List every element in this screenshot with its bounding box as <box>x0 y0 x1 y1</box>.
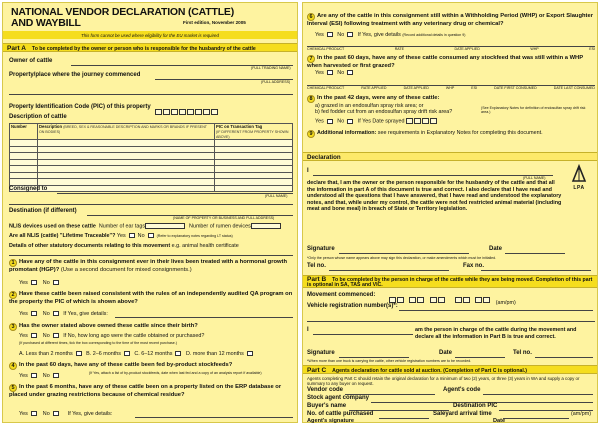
question-5: 5 In the past 6 months, have any of these cattle been on a property listed on the ERP database or placed under grazing restrictions because of chemical residue? <box>9 384 282 398</box>
dest-pic-label: Destination PIC <box>453 403 498 409</box>
saleyard-ampm: (am/pm) <box>571 411 592 417</box>
lpa-logo-icon <box>567 163 591 183</box>
consigned-hint: (FULL NAME) <box>265 194 288 198</box>
q7-number-icon: 7 <box>307 55 315 63</box>
consigned-field-2[interactable] <box>9 204 293 205</box>
question-2: 2 Have these cattle been raised consistent with the rules of an independently audited QA program on the property the PIC of which is shown above? <box>9 291 293 305</box>
q6-columns: CHEMICAL PRODUCT RATE DATE APPLIED WHP ESI <box>307 47 595 51</box>
fax-field[interactable] <box>481 270 591 271</box>
property-label: Property/place where the journey commenced <box>9 72 141 78</box>
question-4: 4 In the past 60 days, have any of these cattle been fed by-product stockfeeds? <box>9 362 293 370</box>
no-cattle-field[interactable] <box>379 418 429 419</box>
description-label: Description of cattle <box>9 114 67 120</box>
b-footnote: *When more than one truck is carrying the cattle, other vehicle registration numbers are to be recorded. <box>307 359 472 363</box>
decl-name-field[interactable] <box>313 175 553 176</box>
q3-option-b-checkbox[interactable] <box>124 351 130 356</box>
question-6: 6 Are any of the cattle in this consignment still within a Withholding Period (WHP) or Export Slaughter Interval (ESI) following treatment with any veterinary drug or chemical? <box>307 13 593 27</box>
other-docs-field[interactable] <box>9 255 293 256</box>
question-1: 1 Have any of the cattle in this consignment ever in their lives been treated with a hormonal growth promotant (HGP)? (Use a second document for mixed consignments.) <box>9 259 288 273</box>
col-pic-tag: PIC on Transaction Tag (IF DIFFERENT FROM PROPERTY SHOWN ABOVE) <box>215 124 293 140</box>
lpa-logo: LPA <box>565 163 593 191</box>
q3-option-c-checkbox[interactable] <box>175 351 181 356</box>
b-tel-label: Tel no. <box>513 350 532 356</box>
buyer-name-label: Buyer's name <box>307 403 347 409</box>
b-i-label: I <box>307 327 309 333</box>
lifetime-row: Are all NLIS (cattle) "Lifetime Traceable"? Yes No (Refer to explanatory notes regarding LT status) <box>9 233 233 239</box>
nlis-row: NLIS devices used on these cattle Number of ear tags Number of rumen devices <box>9 223 282 230</box>
owner-hint: (FULL TRADING NAME) <box>251 66 291 70</box>
q8-answers: Yes No If Yes Date sprayed <box>315 118 438 125</box>
eu-warning: This form cannot be used where eligibility for the EU market is required <box>3 31 297 39</box>
pic-label: Property Identification Code (PIC) of this property <box>9 104 151 110</box>
cattle-description-table <box>9 123 293 192</box>
other-docs-row: Details of other statutory documents relating to this movement e.g. animal health certificate <box>9 243 239 249</box>
q8-yes-checkbox[interactable] <box>327 119 333 124</box>
right-page <box>302 2 598 423</box>
pic-boxes[interactable] <box>155 103 219 121</box>
question-7: 7 In the past 60 days, have any of these cattle consumed any stockfeed that was still within a WHP when harvested or first grazed? <box>307 55 583 69</box>
fax-label: Fax no. <box>463 263 485 269</box>
property-hint: (FULL ADDRESS) <box>261 80 291 84</box>
q1-yes-checkbox[interactable] <box>31 280 37 285</box>
b-signature-field[interactable] <box>339 357 409 358</box>
vehicle-field-2[interactable] <box>307 321 595 322</box>
q4-answers: Yes No <box>19 373 62 379</box>
q3-no-checkbox[interactable] <box>53 333 59 338</box>
q4-no-checkbox[interactable] <box>53 373 59 378</box>
q2-answers: Yes No If Yes, give details: <box>19 311 108 317</box>
person-charge-text: am the person in charge of the cattle during the movement and declare all the information in Part B is true and correct. <box>415 327 577 340</box>
date-label: Date <box>489 246 503 252</box>
no-cattle-label: No. of cattle purchased <box>307 411 374 417</box>
declaration-header: Declaration <box>303 152 597 161</box>
owner-label: Owner of cattle <box>9 58 53 64</box>
b-tel-field[interactable] <box>535 357 593 358</box>
q3-yes-checkbox[interactable] <box>31 333 37 338</box>
lifetime-no-checkbox[interactable] <box>148 233 154 238</box>
q6-answers: Yes No If Yes, give details (Record additional details in question 9) <box>315 32 466 38</box>
signature-label: Signature <box>307 246 335 252</box>
part-c-text: Agents completing Part C should retain the original declaration for a minimum of two (2) years, or three (3) years in WA and supply a copy or summary to any buyer on request. <box>307 376 580 386</box>
movement-label: Movement commenced: <box>307 292 376 298</box>
q2-details-field[interactable] <box>115 317 293 318</box>
q7-answers: Yes No <box>315 70 356 76</box>
q5-no-checkbox[interactable] <box>53 411 59 416</box>
consigned-field[interactable] <box>57 193 293 194</box>
saleyard-field[interactable] <box>503 418 569 419</box>
agent-code-label: Agent's code <box>443 387 481 393</box>
q2-number-icon: 2 <box>9 291 17 299</box>
signature-field[interactable] <box>339 253 469 254</box>
q1-answers: Yes No <box>19 280 62 286</box>
q6-no-checkbox[interactable] <box>347 32 353 37</box>
form-title: NATIONAL VENDOR DECLARATION (CATTLE) AND WAYBILL <box>11 6 235 29</box>
q3-options: A. Less than 2 months B. 2–6 months C. 6–12 months D. more than 12 months <box>19 351 299 357</box>
left-page <box>2 2 298 423</box>
q6-number-icon: 6 <box>307 13 315 21</box>
col-description: Description (BREED, SEX & REASONABLE DESCRIPTION AND MARKS OR BRANDS IF PRESENT ON BODIES) <box>38 124 215 140</box>
q7-columns: CHEMICAL PRODUCT RATE APPLIED DATE APPLIED WHP ESI DATE FIRST CONSUMED DATE LAST CONSUMED <box>307 86 595 90</box>
q4-hint: (If Yes, attach a list of by-product stockfeeds, date when last fed and a copy of an analysis report if available) <box>89 371 262 375</box>
c-date-label: Date <box>493 418 506 424</box>
tel-label: Tel no. <box>307 263 326 269</box>
question-8: 8 In the past 42 days, were any of these cattle: <box>307 95 595 103</box>
declaration-text: declare that, I am the owner or the person responsible for the husbandry of the cattle and that all the information in part A of this document is true and correct. I also declare that I have read and understood all the questions that I have answered, that I have read and understood the explanatory notes, and that, while under my control, the cattle were not fed restricted animal material (including meat and bone meal) in breach of State or Territory legislation. <box>307 180 562 213</box>
table-row[interactable] <box>10 185 293 192</box>
q7-no-checkbox[interactable] <box>347 70 353 75</box>
agent-signature-label: Agent's signature <box>307 418 355 424</box>
decl-footnote: *Only the person whose name appears above may sign this declaration, or make amendments which must be initialled. <box>307 256 497 260</box>
vendor-code-label: Vendor code <box>307 387 344 393</box>
question-9: 9 Additional information: see requirements in Explanatory Notes for completing this document. <box>307 130 595 138</box>
vehicle-label: Vehicle registration number(s)*: <box>307 303 398 309</box>
q9-number-icon: 9 <box>307 130 315 138</box>
edition-note: First edition, November 2005 <box>183 20 246 25</box>
stock-agent-label: Stock agent company <box>307 395 370 401</box>
destination-hint: (NAME OF PROPERTY OR BUSINESS AND FULL ADDRESS) <box>173 216 275 220</box>
question-3: 3 Has the owner stated above owned these cattle since their birth? <box>9 323 293 331</box>
q5-number-icon: 5 <box>9 384 17 392</box>
q3-answers: Yes No If No, how long ago were the cattle obtained or purchased? <box>19 333 205 339</box>
q4-yes-checkbox[interactable] <box>31 373 37 378</box>
q8-hint: (See Explanatory Notes for definition of endosulfan spray drift risk area.) <box>481 106 586 114</box>
q1-no-checkbox[interactable] <box>53 280 59 285</box>
b-signature-label: Signature <box>307 350 335 356</box>
vehicle-field[interactable] <box>399 310 593 311</box>
decl-i-label: I <box>307 168 309 174</box>
q1-number-icon: 1 <box>9 259 17 267</box>
b-date-label: Date <box>439 350 453 356</box>
q6-yes-checkbox[interactable] <box>327 32 333 37</box>
destination-label: Destination (if different) <box>9 208 77 214</box>
part-a-header: Part A To be completed by the owner or person who is responsible for the husbandry of the cattle <box>3 43 297 52</box>
tel-field[interactable] <box>329 270 449 271</box>
q8-no-checkbox[interactable] <box>347 119 353 124</box>
q8-parts: a) grazed in an endosulfan spray risk area; or b) fed fodder cut from an endosulfan spray drift risk area? <box>315 103 453 116</box>
q5-yes-checkbox[interactable] <box>31 411 37 416</box>
col-number: Number <box>10 124 38 140</box>
q8-number-icon: 8 <box>307 95 315 103</box>
saleyard-label: Saleyard arrival time <box>433 411 492 417</box>
decl-name-hint: (FULL NAME) <box>523 176 546 180</box>
q2-no-checkbox[interactable] <box>53 311 59 316</box>
consigned-label: Consigned to <box>9 186 48 192</box>
q3-option-d-checkbox[interactable] <box>247 351 253 356</box>
movement-datetime[interactable]: (am/pm) <box>389 291 516 309</box>
q3-option-a-checkbox[interactable] <box>76 351 82 356</box>
q3-number-icon: 3 <box>9 323 17 331</box>
q7-yes-checkbox[interactable] <box>327 70 333 75</box>
property-field-2[interactable] <box>9 94 293 95</box>
q5-answers: Yes No If Yes, give details: <box>19 411 113 417</box>
b-date-field[interactable] <box>455 357 505 358</box>
agent-code-field[interactable] <box>483 394 593 395</box>
q4-number-icon: 4 <box>9 362 17 370</box>
part-c-header: Part C Agents declaration for cattle sold at auction. (Completion of Part C is optional.) <box>303 365 597 374</box>
q3-hint: (If purchased at different times, tick the box corresponding to the time of the most recent purchase.) <box>19 341 177 345</box>
b-name-field[interactable] <box>313 334 413 335</box>
q2-yes-checkbox[interactable] <box>31 311 37 316</box>
part-b-header: Part B To be completed by the person in charge of the cattle while they are being moved. Completion of this part is optional in SA, TAS and VIC. <box>303 275 597 288</box>
q5-details-field[interactable] <box>135 417 293 418</box>
date-field[interactable] <box>505 253 565 254</box>
lifetime-yes-checkbox[interactable] <box>129 233 135 238</box>
